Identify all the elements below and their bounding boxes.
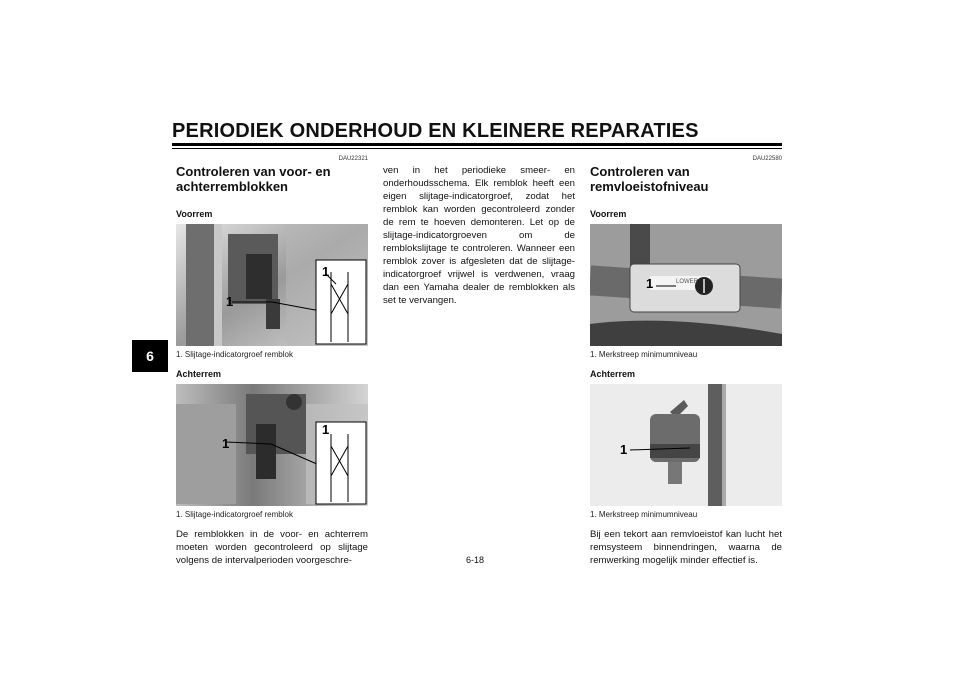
header-rule: [172, 143, 782, 146]
right-column: [590, 150, 782, 567]
middle-column: [383, 164, 575, 307]
callout-number: 1: [620, 442, 628, 457]
photo-front-brake-pad: [176, 224, 368, 346]
page-number: 6-18: [466, 555, 485, 565]
caption-rear-reservoir: 1. Merkstreep minimumniveau: [590, 510, 698, 519]
caption-front-brake-pad: 1. Slijtage-indicatorgroef remblok: [176, 350, 293, 359]
photo-rear-brake-pad: [176, 384, 368, 506]
subheading-front-brake: Voorrem: [590, 209, 627, 219]
section-title-brake-pads: Controleren van voor- en achterremblokken: [176, 164, 331, 194]
callout-number: 1: [222, 436, 230, 451]
page-header-title: PERIODIEK ONDERHOUD EN KLEINERE REPARATIES: [172, 120, 699, 142]
rear-reservoir-illustration: [590, 384, 782, 506]
paragraph-brake-pads-continued: ven in het periodieke smeer- en onderhoudsschema. Elk remblok heeft een eigen slijtage-indicatorgroef, zodat het remblok kan worden gecontroleerd zonder de rem te hoeven demonteren. Let op de slijtage-indicatorgroeven om de remblokslijtage te controleren. Wanneer een remblok zover is afgesleten dat de slijtage-indicatorgroef vrijwel is verdwenen, vraag dan een Yamaha dealer de remblokken als set te vervangen.: [383, 165, 575, 306]
header-rule-thin: [172, 148, 782, 149]
paragraph-brake-fluid: Bij een tekort aan remvloeistof kan lucht het remsysteem binnendringen, waarna de remwerking mogelijk minder effectief is.: [590, 529, 782, 566]
rear-brake-pad-illustration: [176, 384, 368, 506]
chapter-tab: 6: [132, 340, 168, 372]
callout-number: 1: [646, 276, 654, 291]
photo-front-reservoir: [590, 224, 782, 346]
caption-rear-brake-pad: 1. Slijtage-indicatorgroef remblok: [176, 510, 293, 519]
section-title-brake-fluid: Controleren van remvloeistofniveau: [590, 164, 709, 194]
subheading-rear-brake: Achterrem: [590, 369, 636, 379]
front-brake-pad-illustration: [176, 224, 368, 346]
caption-front-reservoir: 1. Merkstreep minimumniveau: [590, 350, 698, 359]
paragraph-brake-pads-start: De remblokken in de voor- en achterrem moeten worden gecontroleerd op slijtage volgens de intervalperioden voorgeschre-: [176, 529, 368, 566]
reservoir-lower-mark: LOWER: [676, 279, 699, 285]
left-column: [176, 150, 368, 567]
callout-number: 1: [322, 264, 330, 279]
front-reservoir-illustration: [590, 224, 782, 346]
section-code: DAU22321: [338, 156, 368, 162]
section-code: DAU22580: [752, 156, 782, 162]
subheading-rear-brake: Achterrem: [176, 369, 222, 379]
photo-rear-reservoir: [590, 384, 782, 506]
subheading-front-brake: Voorrem: [176, 209, 213, 219]
callout-number: 1: [226, 294, 234, 309]
callout-number: 1: [322, 422, 330, 437]
